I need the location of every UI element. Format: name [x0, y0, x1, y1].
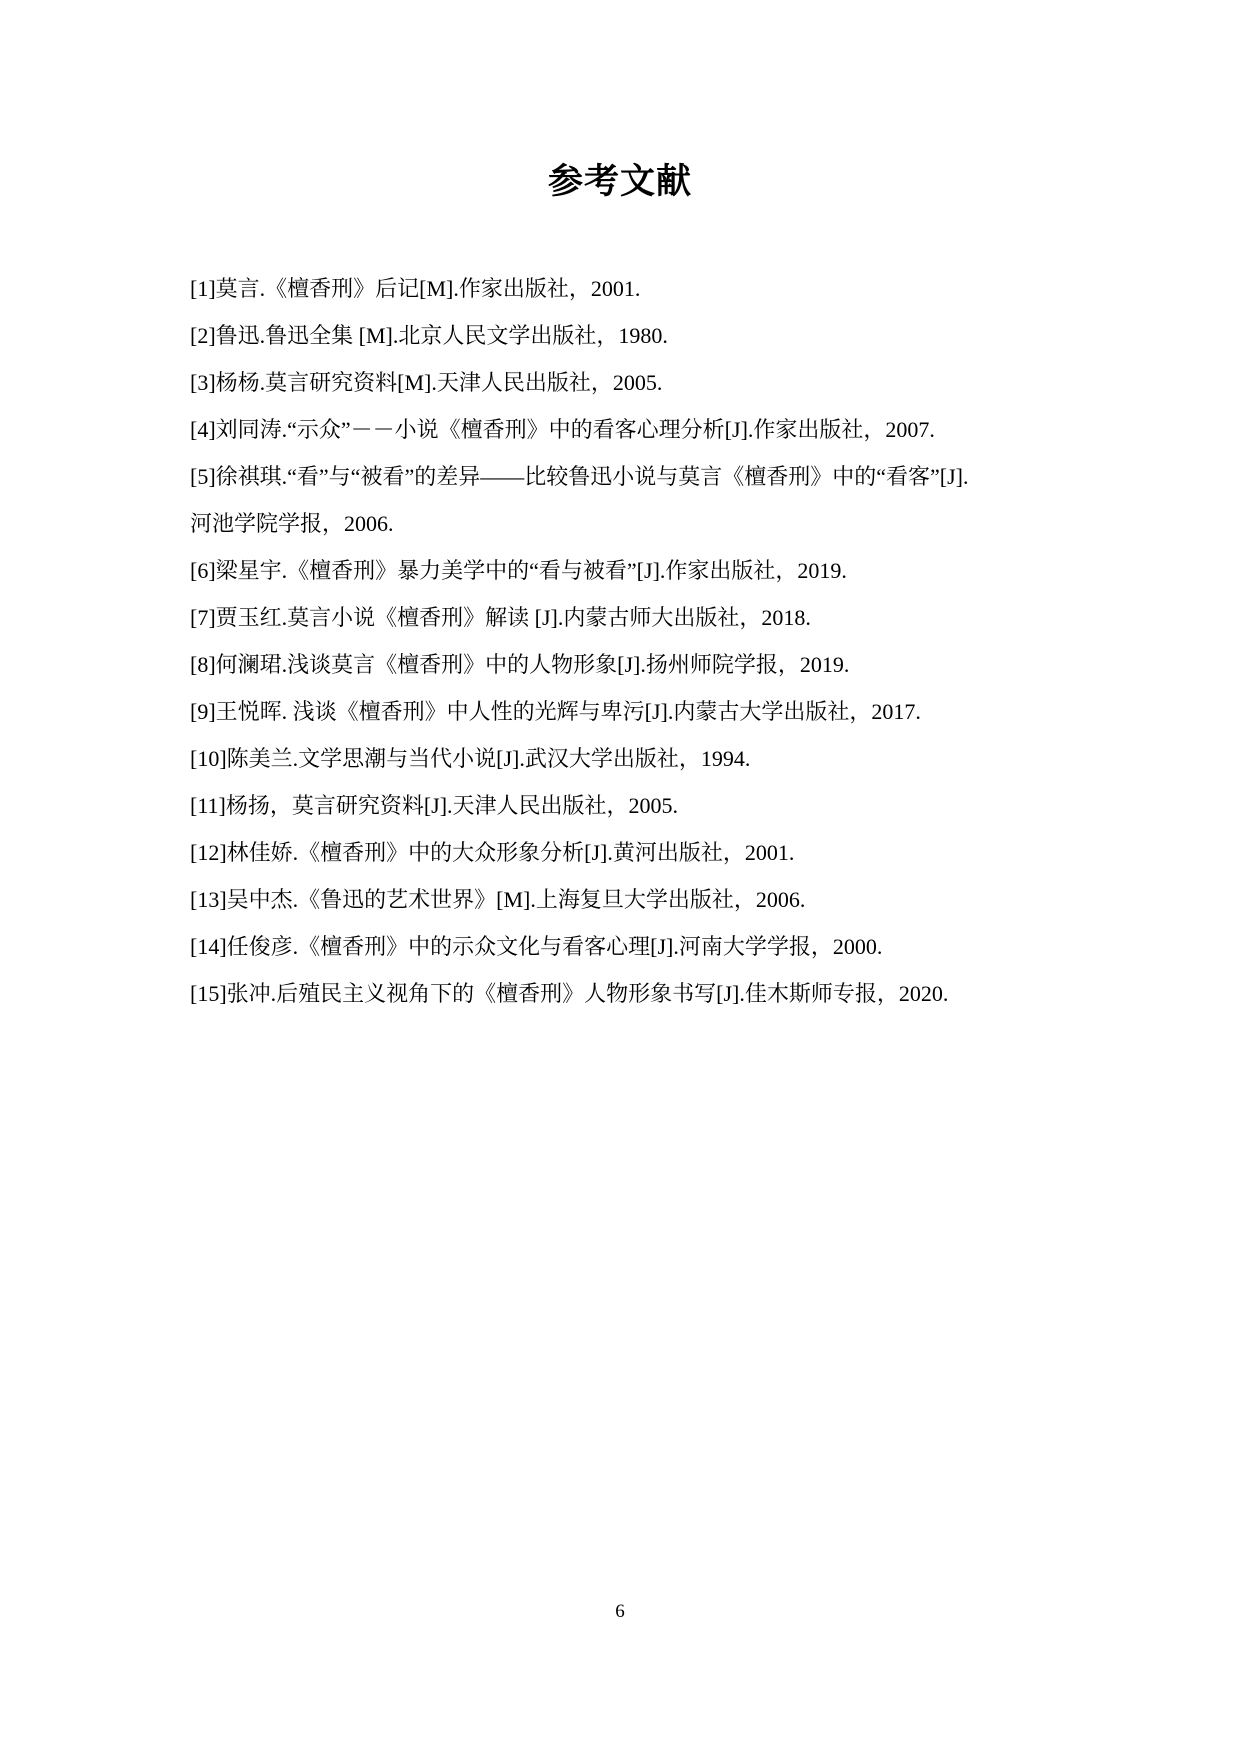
reference-line: [7]贾玉红.莫言小说《檀香刑》解读 [J].内蒙古师大出版社，2018. [190, 605, 811, 630]
reference-line: 河池学院学报，2006. [190, 511, 394, 536]
reference-line: [5]徐祺琪.“看”与“被看”的差异——比较鲁迅小说与莫言《檀香刑》中的“看客”[J]. [190, 464, 969, 489]
references-list [190, 265, 1080, 1017]
reference-line: [6]梁星宇.《檀香刑》暴力美学中的“看与被看”[J].作家出版社，2019. [190, 558, 847, 583]
reference-line: [4]刘同涛.“示众”－－小说《檀香刑》中的看客心理分析[J].作家出版社，2007. [190, 417, 935, 442]
reference-line: [3]杨杨.莫言研究资料[M].天津人民出版社，2005. [190, 370, 663, 395]
reference-entry [190, 359, 1080, 406]
reference-entry [190, 312, 1080, 359]
reference-entry [190, 453, 1080, 547]
reference-line: [1]莫言.《檀香刑》后记[M].作家出版社，2001. [190, 276, 641, 301]
reference-line: [14]任俊彦.《檀香刑》中的示众文化与看客心理[J].河南大学学报，2000. [190, 934, 883, 959]
reference-line: [15]张冲.后殖民主义视角下的《檀香刑》人物形象书写[J].佳木斯师专报，2020. [190, 981, 949, 1006]
reference-line: [8]何澜珺.浅谈莫言《檀香刑》中的人物形象[J].扬州师院学报，2019. [190, 652, 850, 677]
reference-entry [190, 829, 1080, 876]
reference-line: [12]林佳娇.《檀香刑》中的大众形象分析[J].黄河出版社，2001. [190, 840, 795, 865]
reference-line: [2]鲁迅.鲁迅全集 [M].北京人民文学出版社，1980. [190, 323, 668, 348]
reference-line: [13]吴中杰.《鲁迅的艺术世界》[M].上海复旦大学出版社，2006. [190, 887, 806, 912]
reference-entry [190, 923, 1080, 970]
reference-entry [190, 265, 1080, 312]
reference-entry [190, 688, 1080, 735]
reference-entry [190, 876, 1080, 923]
reference-entry [190, 641, 1080, 688]
page-number: 6 [615, 1601, 625, 1622]
reference-entry [190, 970, 1080, 1017]
reference-line: [9]王悦晖. 浅谈《檀香刑》中人性的光辉与卑污[J].内蒙古大学出版社，2017. [190, 699, 921, 724]
reference-entry [190, 594, 1080, 641]
reference-line: [11]杨扬，莫言研究资料[J].天津人民出版社，2005. [190, 793, 679, 818]
reference-entry [190, 735, 1080, 782]
reference-entry [190, 547, 1080, 594]
reference-entry [190, 782, 1080, 829]
page-title: 参考文献 [547, 162, 692, 201]
reference-entry [190, 406, 1080, 453]
reference-line: [10]陈美兰.文学思潮与当代小说[J].武汉大学出版社，1994. [190, 746, 751, 771]
